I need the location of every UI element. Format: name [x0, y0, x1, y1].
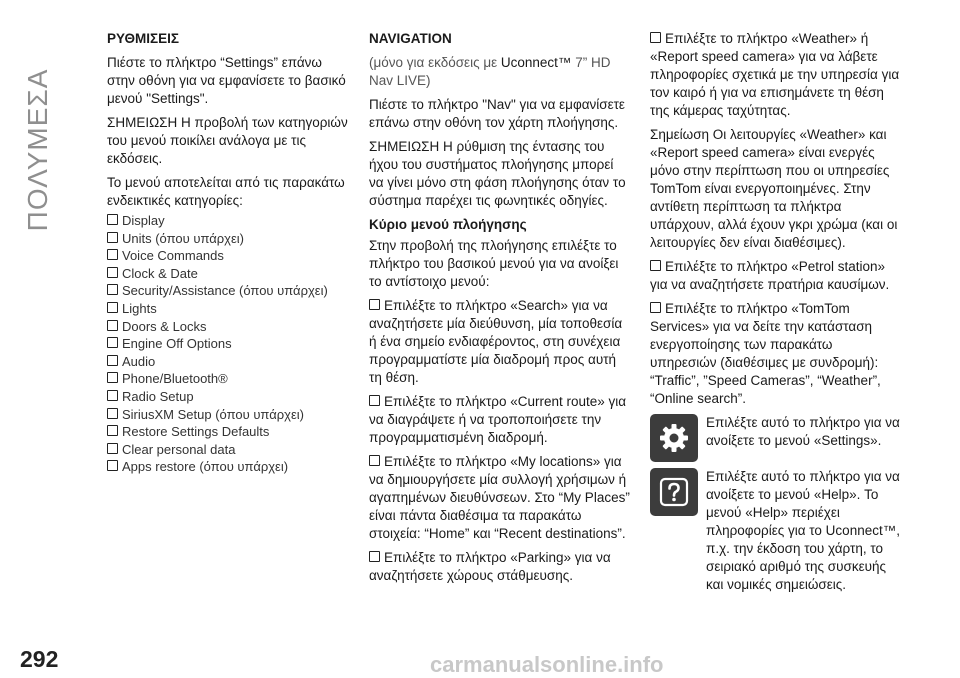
checkbox-icon: [107, 267, 118, 278]
checkbox-icon: [107, 337, 118, 348]
gear-icon: [650, 414, 698, 462]
checkbox-icon: [107, 355, 118, 366]
current-route-bullet: Επιλέξτε το πλήκτρο «Current route» για να διαγράψετε ή να τροποποιήσετε την προγραμματισμένη διαδρομή.: [369, 394, 627, 445]
settings-category-item: Radio Setup: [107, 388, 352, 406]
help-icon: [650, 468, 698, 516]
settings-category-item: Engine Off Options: [107, 335, 352, 353]
petrol-station-bullet: Επιλέξτε το πλήκτρο «Petrol station» για να αναζητήσετε πρατήρια καυσίμων.: [650, 259, 890, 292]
checkbox-icon: [107, 214, 118, 225]
settings-category-list: [107, 212, 352, 476]
checkbox-icon: [107, 232, 118, 243]
settings-category-item: Clock & Date: [107, 265, 352, 283]
checkbox-icon: [107, 372, 118, 383]
side-section-tab: [18, 60, 58, 240]
checkbox-icon: [650, 302, 661, 313]
settings-categories-intro: Το μενού αποτελείται από τις παρακάτω ενδεικτικές κατηγορίες:: [107, 175, 345, 208]
navigation-heading: NAVIGATION: [369, 31, 452, 46]
checkbox-icon: [107, 284, 118, 295]
checkbox-icon: [650, 260, 661, 271]
page-number: 292: [20, 646, 59, 672]
settings-category-item: Phone/Bluetooth®: [107, 370, 352, 388]
navigation-intro: Πιέστε το πλήκτρο "Nav" για να εμφανίσετε επάνω στην οθόνη τον χάρτη πλοήγησης.: [369, 97, 625, 130]
checkbox-icon: [650, 32, 661, 43]
help-icon-row: [650, 468, 900, 594]
help-icon-description: Επιλέξτε αυτό το πλήκτρο για να ανοίξετε το μενού «Help». Το μενού «Help» περιέχει πληροφορίες για το Uconnect™, π.χ. την έκδοση του χάρτη, το σειριακό αριθμό της συσκευής και νομικές σημειώσεις.: [706, 469, 900, 592]
settings-icon-description: Επιλέξτε αυτό το πλήκτρο για να ανοίξετε το μενού «Settings».: [706, 415, 900, 448]
settings-category-item: Apps restore (όπου υπάρχει): [107, 458, 352, 476]
checkbox-icon: [107, 425, 118, 436]
parking-bullet: Επιλέξτε το πλήκτρο «Parking» για να αναζητήσετε χώρους στάθμευσης.: [369, 550, 611, 583]
settings-category-item: Doors & Locks: [107, 318, 352, 336]
main-menu-intro: Στην προβολή της πλοήγησης επιλέξτε το πλήκτρο του βασικού μενού για να ανοίξει το αντίστοιχο μενού:: [369, 238, 619, 289]
checkbox-icon: [369, 395, 380, 406]
settings-icon-row: [650, 414, 900, 462]
checkbox-icon: [107, 443, 118, 454]
checkbox-icon: [369, 455, 380, 466]
search-bullet: Επιλέξτε το πλήκτρο «Search» για να αναζητήσετε μία διεύθυνση, μία τοποθεσία ή ένα σημείο ενδιαφέροντος, στη συνέχεια προγραμματίστε μία διαδρομή προς αυτή τη θέση.: [369, 298, 623, 385]
settings-category-item: Lights: [107, 300, 352, 318]
navigation-subtitle: (μόνο για εκδόσεις με Uconnect™ 7” HD Nav LIVE): [369, 55, 611, 88]
settings-category-item: Voice Commands: [107, 247, 352, 265]
checkbox-icon: [107, 460, 118, 471]
settings-category-item: Units (όπου υπάρχει): [107, 230, 352, 248]
navigation-column: [369, 30, 631, 591]
settings-category-item: Security/Assistance (όπου υπάρχει): [107, 282, 352, 300]
settings-intro: Πιέστε το πλήκτρο “Settings” επάνω στην οθόνη για να εμφανίσετε το βασικό μενού "Settings".: [107, 55, 346, 106]
settings-column: [107, 30, 352, 476]
navigation-column-continued: [650, 30, 900, 600]
checkbox-icon: [107, 390, 118, 401]
settings-category-item: SiriusXM Setup (όπου υπάρχει): [107, 406, 352, 424]
weather-bullet: Επιλέξτε το πλήκτρο «Weather» ή «Report speed camera» για να λάβετε πληροφορίες σχετικά με την υπηρεσία για τον καιρό ή για να επισημάνετε τη θέση της κάμερας ταχύτητας.: [650, 31, 900, 118]
settings-note: ΣΗΜΕΙΩΣΗ Η προβολή των κατηγοριών του μενού ποικίλει ανάλογα με τις εκδόσεις.: [107, 115, 348, 166]
checkbox-icon: [107, 302, 118, 313]
checkbox-icon: [107, 320, 118, 331]
side-section-label: ΠΟΛΥΜΕΣΑ: [22, 68, 53, 232]
settings-heading: ΡΥΘΜΙΣΕΙΣ: [107, 31, 179, 46]
checkbox-icon: [369, 551, 380, 562]
main-menu-subheading: Κύριο μενού πλοήγησης: [369, 217, 527, 232]
settings-category-item: Restore Settings Defaults: [107, 423, 352, 441]
checkbox-icon: [369, 299, 380, 310]
settings-category-item: Display: [107, 212, 352, 230]
settings-category-item: Clear personal data: [107, 441, 352, 459]
checkbox-icon: [107, 408, 118, 419]
checkbox-icon: [107, 249, 118, 260]
watermark: carmanualsonline.info: [430, 652, 664, 677]
navigation-note: ΣΗΜΕΙΩΣΗ Η ρύθμιση της έντασης του ήχου του συστήματος πλοήγησης μπορεί να γίνει μόνο στη φάση πλοήγησης όταν το σύστημα παρέχει τις φωνητικές οδηγίες.: [369, 139, 626, 208]
tomtom-services-bullet: Επιλέξτε το πλήκτρο «TomTom Services» για να δείτε την κατάσταση ενεργοποίησης των παρακάτω υπηρεσιών (διαθέσιμες με συνδρομή): “Traffic”, ”Speed Cameras”, “Weather”, “Online search”.: [650, 301, 881, 406]
tomtom-note: Σημείωση Οι λειτουργίες «Weather» και «Report speed camera» είναι ενεργές μόνο στην περίπτωση που οι υπηρεσίες TomTom είναι ενεργοποιημένες. Στην αντίθετη περίπτωση τα πλήκτρα υπάρχουν, αλλά έχουν γκρι χρώμα (και οι λειτουργίες δεν είναι διαθέσιμες).: [650, 127, 898, 250]
my-locations-bullet: Επιλέξτε το πλήκτρο «My locations» για να δημιουργήσετε μία συλλογή χρήσιμων ή αγαπημένων διευθύνσεων. Στο “My Places” είναι πάντα διαθέσιμα τα παρακάτω στοιχεία: “Home” και “Recent destinations”.: [369, 454, 630, 541]
settings-category-item: Audio: [107, 353, 352, 371]
